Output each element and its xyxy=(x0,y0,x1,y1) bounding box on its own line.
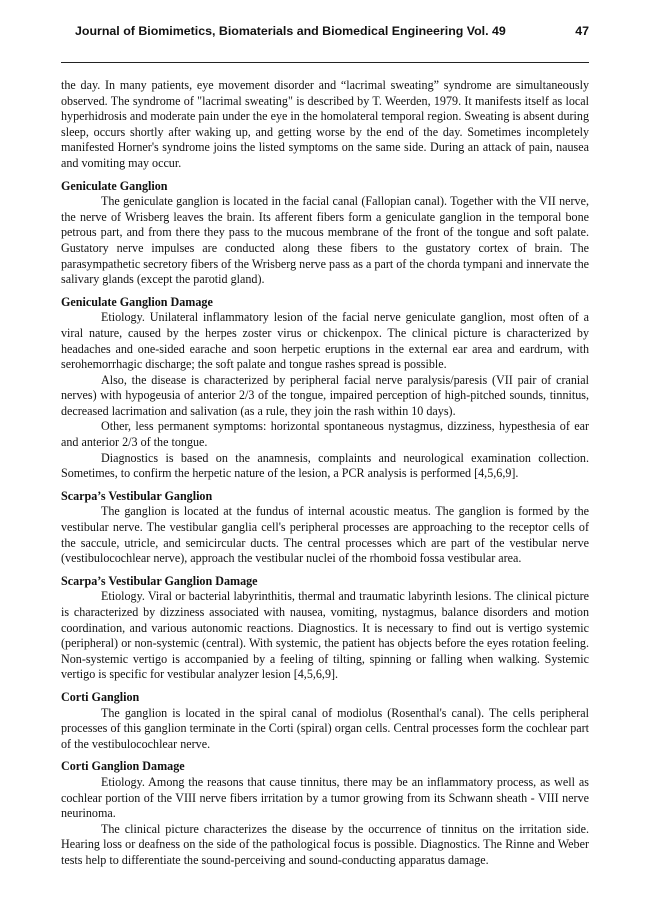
paragraph: The geniculate ganglion is located in the facial canal (Fallopian canal). Together with the VII nerve, the nerve of Wrisberg leaves the brain. Its afferent fibers form a geniculate ganglion in the temporal bone petrous part, and from there they pass to the mucous membrane of the front of the tongue and soft palate. Gustatory nerve impulses are conducted along these fibers to the gustatory cortex of brain. The parasympathetic secretory fibers of the Wrisberg nerve pass as a part of the chorda tympani and innervate the salivary glands (except the parotid gland). xyxy=(61,194,589,287)
section-corti-ganglion-damage xyxy=(61,759,589,868)
paragraph: Etiology. Viral or bacterial labyrinthitis, thermal and traumatic labyrinth lesions. The clinical picture is characterized by dizziness associated with nausea, vomiting, nystagmus, balance disorders and motion coordination, and various autonomic reactions. Diagnostics. It is necessary to find out is vertigo systemic (peripheral) or non-systemic (central). With systemic, the patient has objects before the eyes rotation feeling. Non-systemic vertigo is accompanied by a feeling of tilting, spinning or falling when walking. Systemic vertigo is specific for vestibular analyzer lesion [4,5,6,9]. xyxy=(61,589,589,682)
paragraph: Etiology. Unilateral inflammatory lesion of the facial nerve geniculate ganglion, most often of a viral nature, caused by the herpes zoster virus or chickenpox. The clinical picture is characterized by headaches and one-sided earache and soon herpetic eruptions in the external ear area and eardrum, with serohemorrhagic discharge; the soft palate and tongue rashes spread is possible. xyxy=(61,310,589,372)
section-heading: Geniculate Ganglion Damage xyxy=(61,294,213,309)
section-geniculate-ganglion-damage xyxy=(61,295,589,482)
section-heading: Scarpa’s Vestibular Ganglion xyxy=(61,488,213,503)
intro-paragraph: the day. In many patients, eye movement disorder and “lacrimal sweating” syndrome are simultaneously observed. The syndrome of "lacrimal sweating" is described by T. Weerden, 1979. It manifests itself as local hyperhidrosis and moderate pain under the eye in the homolateral temporal region. Sweating is absent during sleep, occurs shortly after waking up, and getting worse by the end of the day. Sometimes incompletely manifested Horner's syndrome joins the listed symptoms on the same side. During an attack of pain, nausea and vomiting may occur. xyxy=(61,78,589,170)
paragraph: The ganglion is located in the spiral canal of modiolus (Rosenthal's canal). The cells peripheral processes of this ganglion terminate in the Corti (spiral) organ cells. Central processes form the cochlear part of the vestibulocochlear nerve. xyxy=(61,705,589,751)
section-geniculate-ganglion xyxy=(61,179,589,288)
paragraph: The clinical picture characterizes the disease by the occurrence of tinnitus on the irritation side. Hearing loss or deafness on the side of the pathological focus is possible. Diagnostics. The Rinne and Weber tests help to differentiate the sound-perceiving and sound-conducting apparatus damage. xyxy=(61,821,589,867)
page-number: 47 xyxy=(575,24,589,38)
section-heading: Corti Ganglion xyxy=(61,689,140,704)
section-heading: Corti Ganglion Damage xyxy=(61,759,185,774)
section-scarpa-vestibular-ganglion xyxy=(61,489,589,567)
paragraph: Other, less permanent symptoms: horizontal spontaneous nystagmus, dizziness, hypesthesia of ear and anterior 2/3 of the tongue. xyxy=(61,419,589,450)
article-body xyxy=(61,78,589,869)
section-heading: Scarpa’s Vestibular Ganglion Damage xyxy=(61,573,258,588)
paragraph: The ganglion is located at the fundus of internal acoustic meatus. The ganglion is formed by the vestibular nerve. The vestibular ganglia cell's peripheral processes are approaching to the receptor cells of the saccule, utricle, and semicircular ducts. The central processes which are part of the vestibular nerve (vestibulocochlear nerve), approach the vestibular nuclei of the rhomboid fossa vestibular area. xyxy=(61,504,589,566)
paragraph: Also, the disease is characterized by peripheral facial nerve paralysis/paresis (VII pair of cranial nerves) with hypogeusia of anterior 2/3 of the tongue, impaired perception of high-pitched sounds, tinnitus, decreased lacrimation and salivation (as a rule, they join the rash within 10 days). xyxy=(61,372,589,418)
section-corti-ganglion xyxy=(61,690,589,752)
section-heading: Geniculate Ganglion xyxy=(61,178,168,193)
section-scarpa-vestibular-ganglion-damage xyxy=(61,574,589,683)
paragraph: Diagnostics is based on the anamnesis, complaints and neurological examination collection. Sometimes, to confirm the herpetic nature of the lesion, a PCR analysis is performed [4,5,6,9]. xyxy=(61,450,589,481)
header-divider xyxy=(61,62,589,63)
journal-title: Journal of Biomimetics, Biomaterials and Biomedical Engineering Vol. 49 xyxy=(75,24,506,38)
paragraph: Etiology. Among the reasons that cause tinnitus, there may be an inflammatory process, as well as cochlear portion of the VIII nerve fibers irritation by a tumor growing from its Schwann sheath - VIII nerve neurinoma. xyxy=(61,774,589,821)
